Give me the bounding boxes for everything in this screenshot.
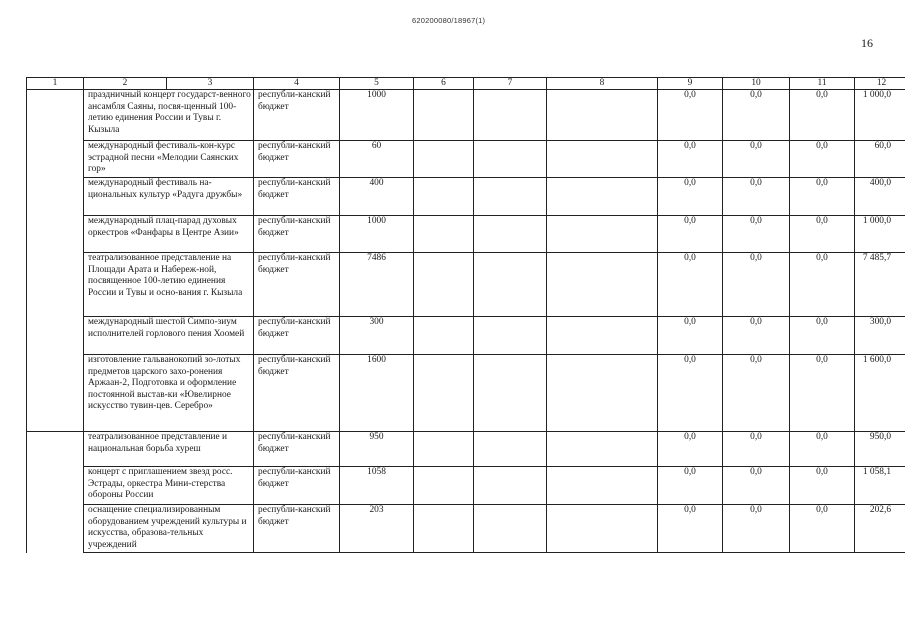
column-header: 10 (723, 78, 790, 90)
column-7-cell (474, 432, 547, 467)
total-amount-cell: 60,0 (855, 141, 905, 178)
document-code: 620200080/18967(1) (412, 16, 486, 25)
event-name-cell: театрализованное представление на Площади Арата и Набереж-ной, посвященное 100-летию единения России и Тувы и осно-вания г. Кызыла (84, 253, 254, 317)
total-amount-cell: 950,0 (855, 432, 905, 467)
column-number-row (27, 78, 905, 90)
column-8-cell (547, 467, 658, 505)
column-9-cell: 0,0 (658, 90, 723, 141)
column-11-cell: 0,0 (790, 253, 855, 317)
funding-source-cell: республи-канский бюджет (254, 505, 340, 553)
planned-amount-cell: 400 (340, 178, 414, 216)
row-number-cell (27, 216, 84, 253)
funding-source-cell: республи-канский бюджет (254, 141, 340, 178)
table-row (27, 141, 905, 178)
column-header: 12 (855, 78, 905, 90)
budget-table (26, 77, 905, 553)
column-6-cell (414, 432, 474, 467)
column-11-cell: 0,0 (790, 505, 855, 553)
table-row (27, 467, 905, 505)
column-9-cell: 0,0 (658, 253, 723, 317)
column-10-cell: 0,0 (723, 432, 790, 467)
table-row (27, 90, 905, 141)
column-9-cell: 0,0 (658, 141, 723, 178)
event-name-cell: международный фестиваль на-циональных культур «Радуга дружбы» (84, 178, 254, 216)
column-header: 7 (474, 78, 547, 90)
column-6-cell (414, 178, 474, 216)
table-row (27, 432, 905, 467)
row-number-cell (27, 141, 84, 178)
funding-source-cell: республи-канский бюджет (254, 467, 340, 505)
planned-amount-cell: 1000 (340, 90, 414, 141)
column-8-cell (547, 216, 658, 253)
column-7-cell (474, 178, 547, 216)
column-11-cell: 0,0 (790, 216, 855, 253)
column-7-cell (474, 90, 547, 141)
total-amount-cell: 300,0 (855, 317, 905, 355)
column-9-cell: 0,0 (658, 432, 723, 467)
planned-amount-cell: 7486 (340, 253, 414, 317)
column-8-cell (547, 90, 658, 141)
column-10-cell: 0,0 (723, 90, 790, 141)
row-number-cell (27, 178, 84, 216)
funding-source-cell: республи-канский бюджет (254, 253, 340, 317)
column-header: 4 (254, 78, 340, 90)
column-11-cell: 0,0 (790, 432, 855, 467)
column-header: 5 (340, 78, 414, 90)
column-9-cell: 0,0 (658, 355, 723, 432)
column-10-cell: 0,0 (723, 253, 790, 317)
column-7-cell (474, 467, 547, 505)
total-amount-cell: 202,6 (855, 505, 905, 553)
funding-source-cell: республи-канский бюджет (254, 90, 340, 141)
column-7-cell (474, 355, 547, 432)
column-9-cell: 0,0 (658, 317, 723, 355)
row-number-cell (27, 317, 84, 355)
column-6-cell (414, 216, 474, 253)
column-8-cell (547, 432, 658, 467)
column-8-cell (547, 253, 658, 317)
column-10-cell: 0,0 (723, 141, 790, 178)
column-9-cell: 0,0 (658, 178, 723, 216)
column-8-cell (547, 141, 658, 178)
planned-amount-cell: 1058 (340, 467, 414, 505)
planned-amount-cell: 1000 (340, 216, 414, 253)
total-amount-cell: 1 000,0 (855, 90, 905, 141)
funding-source-cell: республи-канский бюджет (254, 216, 340, 253)
column-6-cell (414, 253, 474, 317)
column-header: 3 (167, 78, 254, 90)
column-11-cell: 0,0 (790, 317, 855, 355)
column-header: 8 (547, 78, 658, 90)
column-8-cell (547, 355, 658, 432)
column-header: 9 (658, 78, 723, 90)
planned-amount-cell: 1600 (340, 355, 414, 432)
column-10-cell: 0,0 (723, 216, 790, 253)
column-11-cell: 0,0 (790, 467, 855, 505)
column-6-cell (414, 90, 474, 141)
column-10-cell: 0,0 (723, 467, 790, 505)
row-number-cell (27, 90, 84, 141)
column-7-cell (474, 505, 547, 553)
column-10-cell: 0,0 (723, 505, 790, 553)
event-name-cell: праздничный концерт государст-венного ансамбля Саяны, посвя-щенный 100-летию единения России и Тувы г. Кызыла (84, 90, 254, 141)
column-8-cell (547, 505, 658, 553)
event-name-cell: международный фестиваль-кон-курс эстрадной песни «Мелодии Саянских гор» (84, 141, 254, 178)
row-number-cell (27, 505, 84, 553)
column-11-cell: 0,0 (790, 355, 855, 432)
total-amount-cell: 1 058,1 (855, 467, 905, 505)
table-row (27, 505, 905, 553)
column-6-cell (414, 141, 474, 178)
column-11-cell: 0,0 (790, 90, 855, 141)
total-amount-cell: 1 600,0 (855, 355, 905, 432)
column-9-cell: 0,0 (658, 467, 723, 505)
row-number-cell (27, 432, 84, 467)
planned-amount-cell: 950 (340, 432, 414, 467)
funding-source-cell: республи-канский бюджет (254, 317, 340, 355)
event-name-cell: оснащение специализированным оборудованием учреждений культуры и искусства, образова-тельных учреждений (84, 505, 254, 553)
event-name-cell: международный плац-парад духовых оркестров «Фанфары в Центре Азии» (84, 216, 254, 253)
total-amount-cell: 7 485,7 (855, 253, 905, 317)
table-row (27, 355, 905, 432)
page-number: 16 (861, 36, 873, 50)
column-8-cell (547, 317, 658, 355)
column-9-cell: 0,0 (658, 216, 723, 253)
table-row (27, 253, 905, 317)
column-6-cell (414, 355, 474, 432)
column-6-cell (414, 317, 474, 355)
total-amount-cell: 400,0 (855, 178, 905, 216)
column-6-cell (414, 467, 474, 505)
column-8-cell (547, 178, 658, 216)
table-row (27, 178, 905, 216)
event-name-cell: изготовление гальванокопий зо-лотых предметов царского захо-ронения Аржаан-2, Подготовка и оформление постоянной выстав-ки «Ювелирное искусство тувин-цев. Серебро» (84, 355, 254, 432)
column-9-cell: 0,0 (658, 505, 723, 553)
column-header: 11 (790, 78, 855, 90)
column-header: 1 (27, 78, 84, 90)
table-row (27, 317, 905, 355)
column-11-cell: 0,0 (790, 178, 855, 216)
column-10-cell: 0,0 (723, 178, 790, 216)
row-number-cell (27, 355, 84, 432)
column-7-cell (474, 317, 547, 355)
column-7-cell (474, 141, 547, 178)
column-header: 6 (414, 78, 474, 90)
event-name-cell: театрализованное представление и национальная борьба хуреш (84, 432, 254, 467)
column-7-cell (474, 253, 547, 317)
row-number-cell (27, 467, 84, 505)
planned-amount-cell: 203 (340, 505, 414, 553)
column-6-cell (414, 505, 474, 553)
funding-source-cell: республи-канский бюджет (254, 355, 340, 432)
funding-source-cell: республи-канский бюджет (254, 178, 340, 216)
event-name-cell: концерт с приглашением звезд росс. Эстрады, оркестра Мини-стерства обороны России (84, 467, 254, 505)
planned-amount-cell: 300 (340, 317, 414, 355)
column-11-cell: 0,0 (790, 141, 855, 178)
table-row (27, 216, 905, 253)
planned-amount-cell: 60 (340, 141, 414, 178)
column-header: 2 (84, 78, 167, 90)
row-number-cell (27, 253, 84, 317)
column-10-cell: 0,0 (723, 317, 790, 355)
event-name-cell: международный шестой Симпо-зиум исполнителей горлового пения Хоомей (84, 317, 254, 355)
column-7-cell (474, 216, 547, 253)
column-10-cell: 0,0 (723, 355, 790, 432)
total-amount-cell: 1 000,0 (855, 216, 905, 253)
funding-source-cell: республи-канский бюджет (254, 432, 340, 467)
